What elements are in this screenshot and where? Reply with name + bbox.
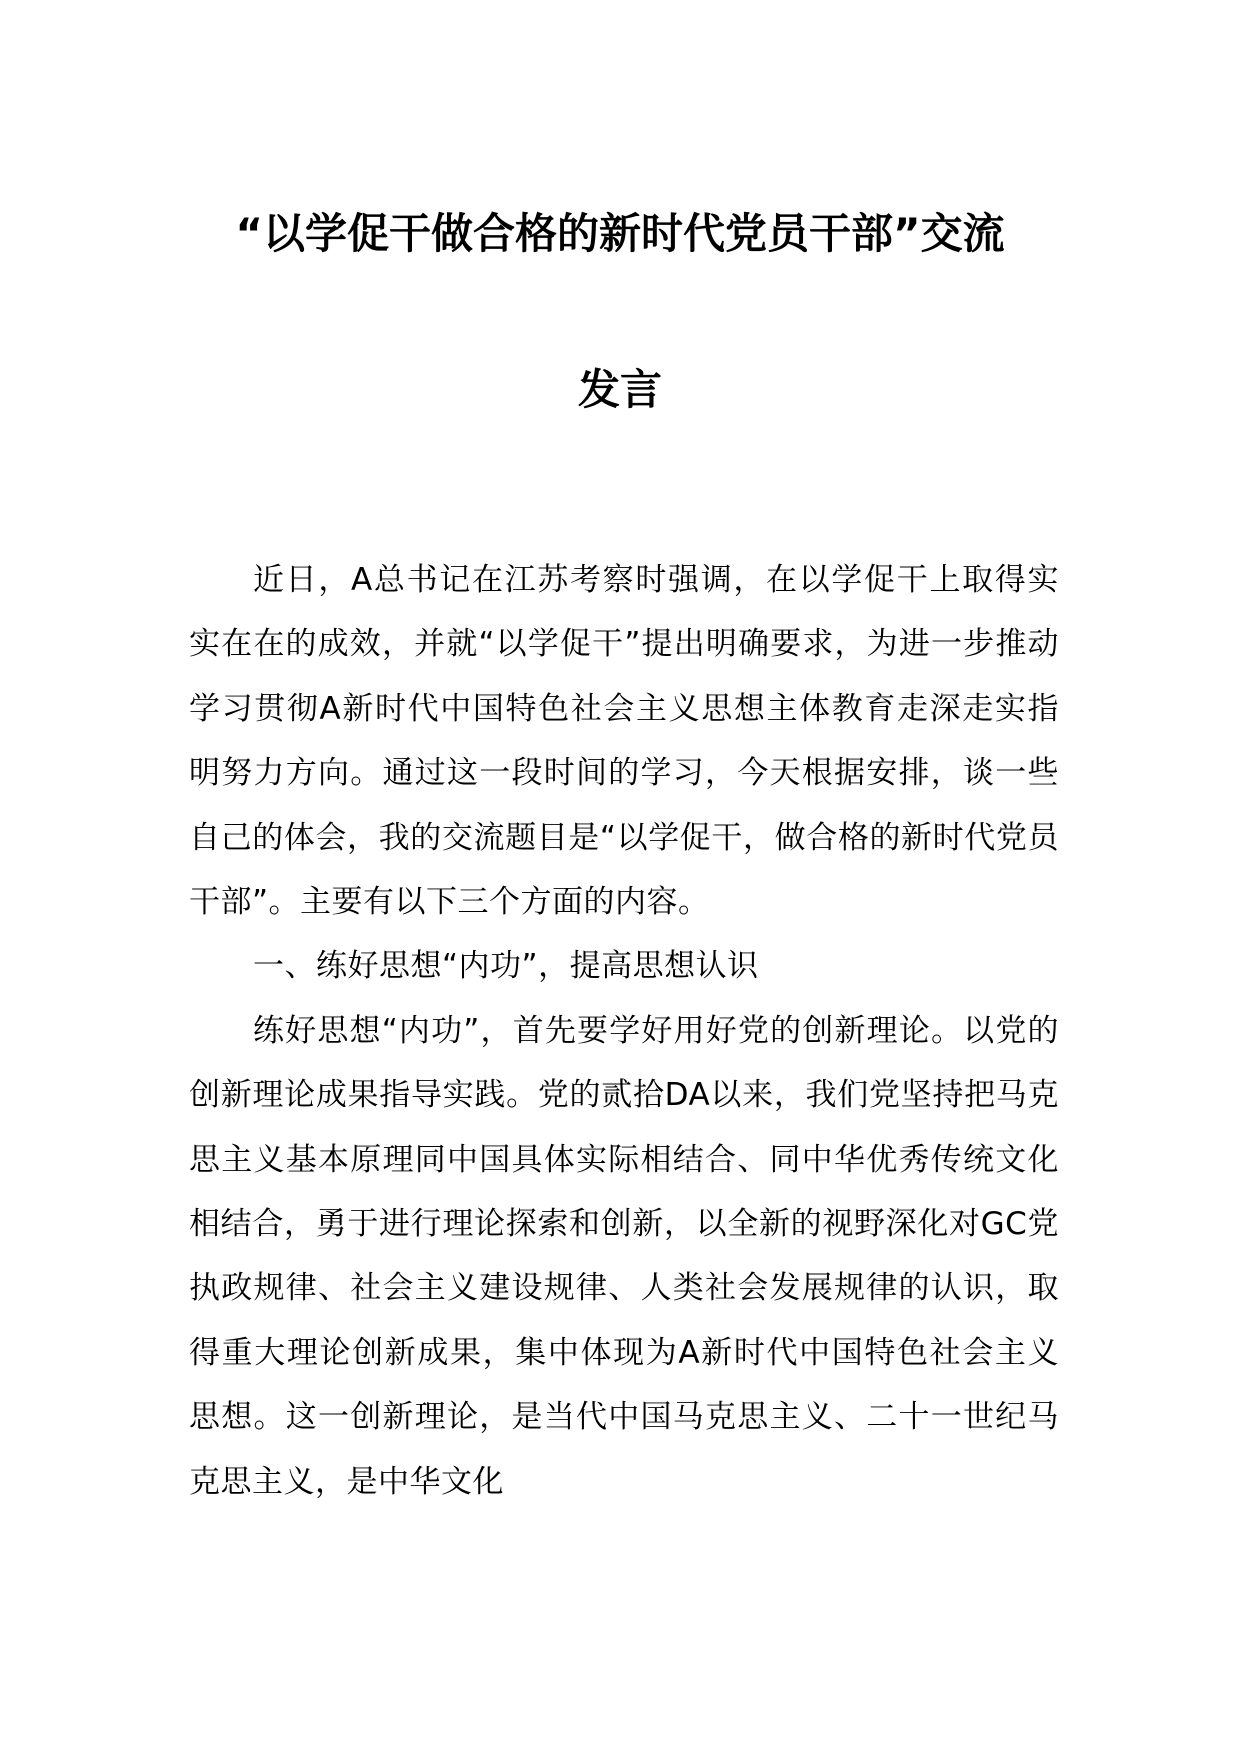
section-heading-1: 一、练好思想“内功”，提高思想认识 [253, 948, 759, 985]
document-body [189, 548, 1059, 1514]
document-title-line-1: “以学促干做合格的新时代党员干部”交流 [235, 209, 1005, 258]
paragraph-intro: 近日，A总书记在江苏考察时强调，在以学促干上取得实实在在的成效，并就“以学促干”提出明确要求，为进一步推动学习贯彻A新时代中国特色社会主义思想主体教育走深走实指明努力方向。通过这一段时间的学习，今天根据安排，谈一些自己的体会，我的交流题目是“以学促干，做合格的新时代党员干部”。主要有以下三个方面的内容。 [189, 562, 1059, 921]
paragraph-section-1: 练好思想“内功”，首先要学好用好党的创新理论。以党的创新理论成果指导实践。党的贰拾DA以来，我们党坚持把马克思主义基本原理同中国具体实际相结合、同中华优秀传统文化相结合，勇于进行理论探索和创新，以全新的视野深化对GC党执政规律、社会主义建设规律、人类社会发展规律的认识，取得重大理论创新成果，集中体现为A新时代中国特色社会主义思想。这一创新理论，是当代中国马克思主义、二十一世纪马克思主义，是中华文化 [189, 1012, 1059, 1500]
document-title-line-2: 发言 [577, 365, 662, 414]
